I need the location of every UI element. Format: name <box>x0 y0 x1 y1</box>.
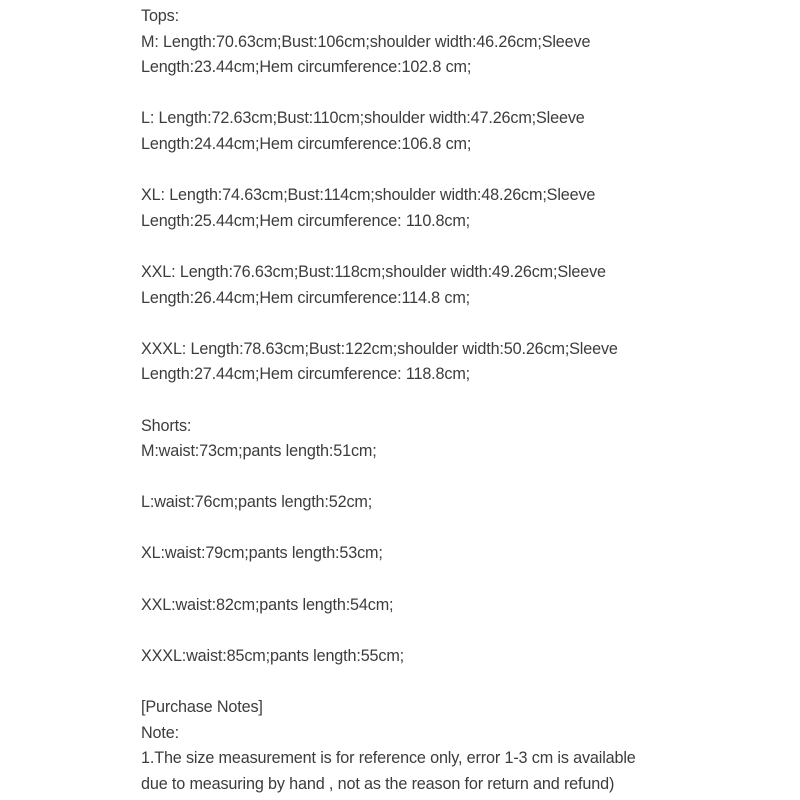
spacer <box>141 311 781 337</box>
note-label: Note: <box>141 723 179 742</box>
tops-size-xxl <box>141 260 781 311</box>
tops-size-l <box>141 106 781 157</box>
spacer <box>141 465 781 491</box>
tops-size-xl <box>141 183 781 234</box>
size-chart-document <box>141 4 781 797</box>
tops-size-line: Length:25.44cm;Hem circumference: 110.8cm; <box>141 211 470 230</box>
tops-size-line: XXXL: Length:78.63cm;Bust:122cm;shoulder width:50.26cm;Sleeve <box>141 339 618 358</box>
spacer <box>141 158 781 184</box>
tops-size-m <box>141 30 781 81</box>
tops-size-line: Length:23.44cm;Hem circumference:102.8 cm; <box>141 58 472 77</box>
shorts-size-xxl: XXL:waist:82cm;pants length:54cm; <box>141 595 394 614</box>
shorts-size-l: L:waist:76cm;pants length:52cm; <box>141 493 373 512</box>
shorts-heading: Shorts: <box>141 416 192 435</box>
note-1-line: 1.The size measurement is for reference only, error 1-3 cm is available <box>141 749 636 768</box>
tops-size-line: XXL: Length:76.63cm;Bust:118cm;shoulder width:49.26cm;Sleeve <box>141 262 606 281</box>
spacer <box>141 669 781 695</box>
tops-size-line: Length:27.44cm;Hem circumference: 118.8cm; <box>141 365 470 384</box>
tops-size-line: Length:26.44cm;Hem circumference:114.8 cm; <box>141 288 470 307</box>
tops-size-line: M: Length:70.63cm;Bust:106cm;shoulder width:46.26cm;Sleeve <box>141 32 591 51</box>
shorts-size-xxxl: XXXL:waist:85cm;pants length:55cm; <box>141 646 405 665</box>
purchase-notes-heading: [Purchase Notes] <box>141 698 263 717</box>
shorts-size-xl: XL:waist:79cm;pants length:53cm; <box>141 544 383 563</box>
tops-size-xxxl <box>141 337 781 388</box>
spacer <box>141 516 781 542</box>
spacer <box>141 388 781 414</box>
spacer <box>141 618 781 644</box>
tops-size-line: L: Length:72.63cm;Bust:110cm;shoulder width:47.26cm;Sleeve <box>141 109 585 128</box>
tops-size-line: Length:24.44cm;Hem circumference:106.8 cm; <box>141 134 472 153</box>
spacer <box>141 234 781 260</box>
shorts-size-m: M:waist:73cm;pants length:51cm; <box>141 442 377 461</box>
tops-size-line: XL: Length:74.63cm;Bust:114cm;shoulder width:48.26cm;Sleeve <box>141 186 596 205</box>
note-1-line: due to measuring by hand , not as the reason for return and refund) <box>141 774 615 793</box>
tops-heading: Tops: <box>141 7 179 25</box>
spacer <box>141 567 781 593</box>
spacer <box>141 81 781 107</box>
